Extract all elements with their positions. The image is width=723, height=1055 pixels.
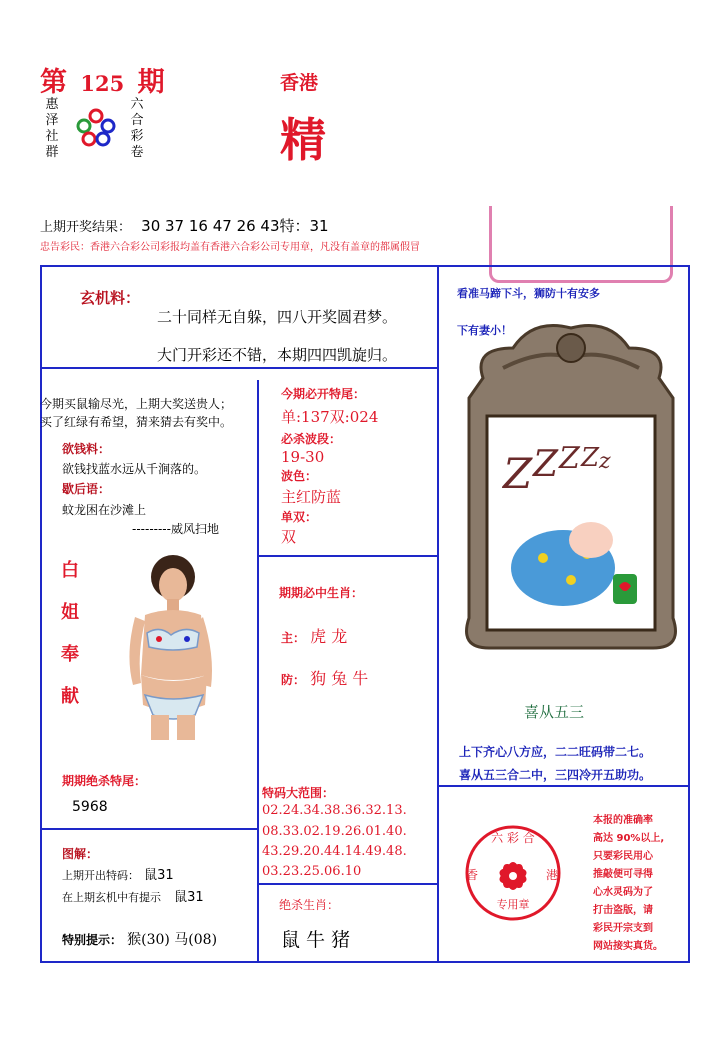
- legend-line2-label: 在上期玄机中有提示: [62, 891, 161, 904]
- zodiac-title: 期期必中生肖：: [279, 586, 364, 600]
- xuanji-title: 玄机料：: [80, 289, 141, 307]
- xiehouyu-line2: ---------威风扫地: [132, 522, 219, 536]
- odd-even-value: 双: [281, 528, 297, 546]
- legend-line1-label: 上期开出特码：: [62, 869, 139, 882]
- model-photo: [115, 555, 225, 740]
- special-tail-value: 单:137双:024: [281, 408, 379, 426]
- accuracy-note: [593, 812, 685, 956]
- sidebar-line2: 下有妻小！: [457, 324, 512, 337]
- grid-mid-right: [437, 265, 439, 963]
- zodiac-guard-label: 防：: [281, 673, 306, 687]
- grid-lower-mid: [257, 883, 439, 885]
- girl-caption-2: 姐: [61, 602, 79, 623]
- big-range-row-4: 03.23.25.06.10: [262, 864, 362, 879]
- grid-bottom: [40, 961, 690, 963]
- grid-left: [40, 265, 42, 963]
- kill-tail-title: 期期绝杀特尾：: [62, 774, 147, 788]
- xuanji-line2: 大门开彩还不错，本期四四凯旋归。: [157, 346, 398, 364]
- ornate-frame: [453, 318, 689, 658]
- grid-top: [40, 265, 690, 267]
- svg-text:Z: Z: [559, 441, 580, 476]
- girl-caption-1: 白: [61, 560, 79, 581]
- svg-text:Z: Z: [581, 443, 600, 473]
- issue-number: 125: [80, 71, 125, 96]
- legend-title: 图解：: [62, 847, 99, 861]
- xuanji-line1: 二十同样无自躲，四八开奖圆君梦。: [157, 308, 398, 326]
- seal-right: 港: [546, 868, 559, 882]
- sidebar-line1: 看准马蹄下斗，狮防十有安多: [457, 287, 600, 300]
- issue-prefix: 第: [40, 67, 67, 98]
- girl-caption-4: 献: [61, 686, 79, 707]
- grid-right-row: [437, 785, 690, 787]
- yinyu-text: 欲钱找蓝水远从千涧落的。: [62, 462, 207, 476]
- legend-line2: [62, 886, 204, 905]
- seal-top: 六 彩 合: [491, 831, 535, 845]
- special-hint-value: 猴(30) 马(08): [127, 932, 218, 948]
- xiehouyu-line1: 蚊龙困在沙滩上: [62, 503, 147, 517]
- accuracy-line-8: 网站接实真货。: [593, 941, 663, 952]
- big-range-title: 特码大范围：: [262, 786, 335, 800]
- seal-bottom: 专用章: [496, 898, 530, 911]
- zodiac-guard-value: 狗 兔 牛: [310, 669, 369, 688]
- brand-right: 六合彩卷: [130, 97, 144, 160]
- lottery-logo-icon: [76, 108, 116, 148]
- brand-left: 惠泽社群: [45, 97, 59, 160]
- girl-caption-3: 奉: [61, 644, 79, 665]
- right-note-2: 喜从五三合二中，三四冷开五助功。: [459, 768, 652, 782]
- grid-under-special: [257, 555, 439, 557]
- kill-zodiac-value: 鼠 牛 猪: [281, 929, 351, 951]
- legend-line1-value: 鼠31: [144, 868, 174, 883]
- svg-text:Z: Z: [533, 444, 559, 485]
- last-result-label: 上期开奖结果：: [40, 220, 132, 235]
- grid-under-xuanji: [40, 367, 439, 369]
- accuracy-line-3: 只要彩民用心: [593, 851, 653, 862]
- accuracy-line-4: 推敲便可寻得: [593, 869, 653, 880]
- svg-text:Z: Z: [503, 449, 533, 498]
- legend-line1: [62, 864, 174, 883]
- warning-text: 忠告彩民：香港六合彩公司彩报均盖有香港六合彩公司专用章，凡没有盖章的都属假冒: [40, 242, 420, 253]
- pink-box: [489, 206, 673, 283]
- special-tail-title: 今期必开特尾：: [281, 387, 366, 401]
- big-char: 精: [280, 113, 326, 167]
- kill-zodiac-title: 绝杀生肖：: [279, 898, 340, 912]
- accuracy-line-1: 本报的准确率: [593, 815, 653, 826]
- accuracy-line-2: 高达 90%以上,: [593, 833, 665, 844]
- right-note-1: 上下齐心八方应，二二旺码带二七。: [459, 745, 652, 759]
- zodiac-main-label: 主：: [281, 631, 306, 645]
- xiehouyu-title: 歇后语：: [62, 482, 111, 496]
- color-value: 主红防蓝: [281, 488, 342, 506]
- region-label: 香港: [280, 72, 319, 94]
- hint-line2: 买了红绿有希望，猜来猜去有奖中。: [40, 415, 233, 429]
- kill-tail-value: 5968: [72, 799, 108, 815]
- big-range-row-3: 43.29.20.44.14.49.48.: [262, 844, 407, 859]
- last-result: [40, 215, 329, 236]
- odd-even-title: 单双：: [281, 510, 318, 524]
- issue-suffix: 期: [137, 67, 165, 98]
- wave-title: 必杀波段：: [281, 432, 342, 446]
- accuracy-line-6: 打击盗版，请: [593, 905, 653, 916]
- wave-value: 19-30: [281, 448, 325, 466]
- seal-left: 香: [466, 868, 479, 882]
- accuracy-line-5: 心水灵码为了: [593, 887, 653, 898]
- grid-mid-row: [40, 828, 259, 830]
- big-range-row-2: 08.33.02.19.26.01.40.: [262, 824, 407, 839]
- frame-caption: 喜从五三: [524, 703, 585, 721]
- special-hint-label: 特别提示：: [62, 933, 123, 947]
- grid-mid-left: [257, 380, 259, 963]
- zodiac-guard: [281, 666, 368, 689]
- hint-line1: 今期买鼠输尽光，上期大奖送贵人；: [40, 397, 233, 411]
- last-result-numbers: 30 37 16 47 26 43特：31: [141, 217, 329, 235]
- zodiac-main-value: 虎 龙: [310, 627, 348, 646]
- zodiac-main: [281, 624, 347, 647]
- issue-title: [40, 60, 165, 99]
- legend-line2-value: 鼠31: [174, 890, 204, 905]
- yinyu-title: 欲钱料：: [62, 442, 111, 456]
- special-hint: [62, 929, 217, 949]
- color-title: 波色：: [281, 469, 318, 483]
- svg-text:z: z: [599, 449, 611, 474]
- big-range-row-1: 02.24.34.38.36.32.13.: [262, 803, 407, 818]
- accuracy-line-7: 彩民开宗支到: [593, 923, 653, 934]
